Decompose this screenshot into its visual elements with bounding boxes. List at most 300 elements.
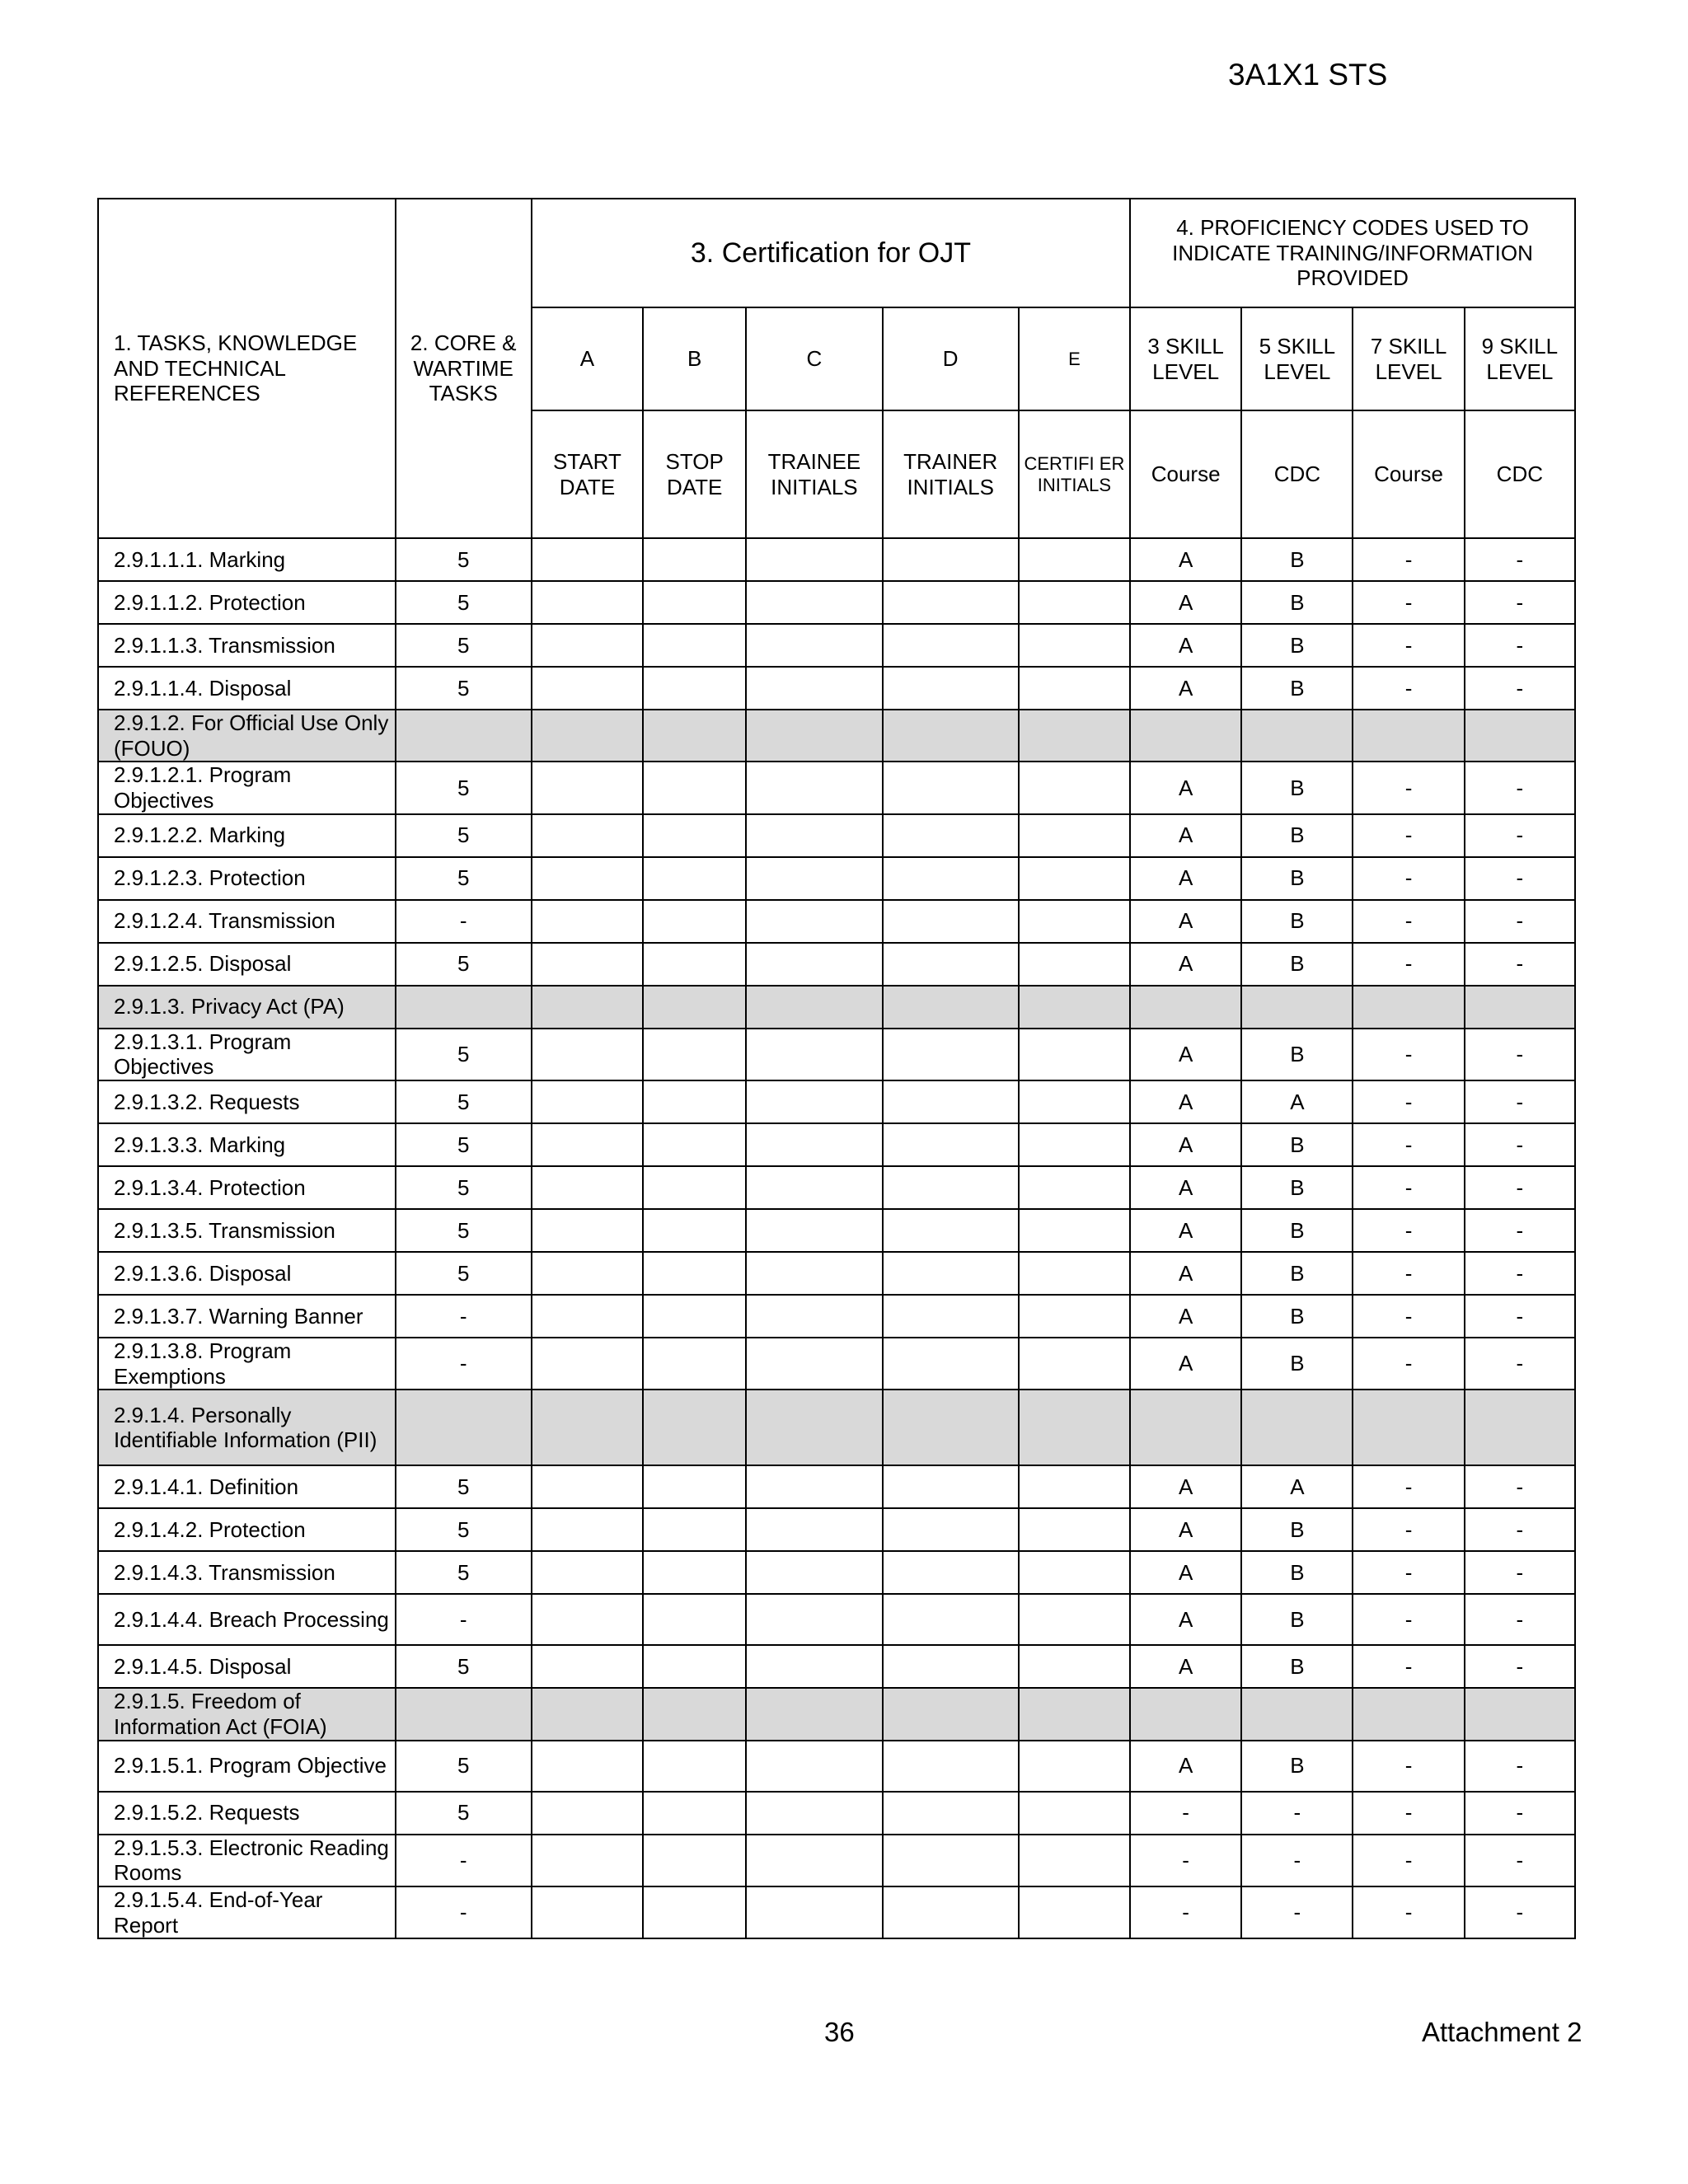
proficiency-cell: A bbox=[1130, 1508, 1241, 1551]
proficiency-cell bbox=[1130, 1390, 1241, 1465]
proficiency-cell: B bbox=[1241, 1741, 1353, 1792]
task-cell: 2.9.1.4.2. Protection bbox=[98, 1508, 396, 1551]
proficiency-cell: - bbox=[1465, 1465, 1575, 1508]
task-cell: 2.9.1.3.6. Disposal bbox=[98, 1252, 396, 1295]
proficiency-cell bbox=[1465, 986, 1575, 1029]
cert-cell bbox=[643, 1594, 746, 1645]
proficiency-cell: B bbox=[1241, 1508, 1353, 1551]
core-cell: 5 bbox=[396, 1792, 532, 1835]
cert-cell bbox=[532, 1551, 643, 1594]
proficiency-cell: - bbox=[1353, 581, 1464, 624]
task-cell: 2.9.1.5.4. End-of-Year Report bbox=[98, 1886, 396, 1938]
proficiency-cell: - bbox=[1130, 1835, 1241, 1886]
skill-level-5: 5 SKILL LEVEL bbox=[1241, 307, 1353, 410]
cert-cell bbox=[746, 1551, 882, 1594]
cert-cell bbox=[532, 857, 643, 900]
table-row bbox=[98, 1551, 1575, 1594]
cert-cell bbox=[1019, 624, 1130, 667]
cert-cell bbox=[746, 1688, 882, 1740]
proficiency-cell bbox=[1130, 1688, 1241, 1740]
cert-cell bbox=[532, 1080, 643, 1123]
task-cell: 2.9.1.4.3. Transmission bbox=[98, 1551, 396, 1594]
cert-cell bbox=[883, 538, 1019, 581]
proficiency-cell: - bbox=[1353, 1338, 1464, 1390]
certification-header: 3. Certification for OJT bbox=[532, 199, 1130, 307]
cert-cell bbox=[532, 1465, 643, 1508]
proficiency-cell: - bbox=[1465, 1123, 1575, 1166]
proficiency-cell: B bbox=[1241, 1123, 1353, 1166]
proficiency-cell: B bbox=[1241, 1166, 1353, 1209]
proficiency-cell: - bbox=[1465, 1741, 1575, 1792]
proficiency-cell: - bbox=[1465, 1166, 1575, 1209]
table-row bbox=[98, 1886, 1575, 1938]
cert-cell bbox=[643, 986, 746, 1029]
proficiency-cell: B bbox=[1241, 1295, 1353, 1338]
core-cell: 5 bbox=[396, 1029, 532, 1080]
sts-table bbox=[97, 198, 1576, 1939]
cert-letter-c: C bbox=[746, 307, 882, 410]
prof-9-cdc: CDC bbox=[1465, 410, 1575, 538]
core-cell: 5 bbox=[396, 1252, 532, 1295]
proficiency-cell: - bbox=[1353, 538, 1464, 581]
cert-cell bbox=[746, 1295, 882, 1338]
proficiency-cell: - bbox=[1353, 943, 1464, 986]
proficiency-cell: - bbox=[1465, 900, 1575, 943]
core-cell bbox=[396, 1390, 532, 1465]
task-cell: 2.9.1.3.2. Requests bbox=[98, 1080, 396, 1123]
cert-cell bbox=[746, 857, 882, 900]
cert-start-date: START DATE bbox=[532, 410, 643, 538]
cert-cell bbox=[1019, 538, 1130, 581]
cert-cell bbox=[643, 1792, 746, 1835]
proficiency-header: 4. PROFICIENCY CODES USED TO INDICATE TRAINING/INFORMATION PROVIDED bbox=[1130, 199, 1575, 307]
proficiency-cell: - bbox=[1353, 1645, 1464, 1688]
proficiency-cell: A bbox=[1130, 1741, 1241, 1792]
cert-cell bbox=[532, 1688, 643, 1740]
proficiency-cell: B bbox=[1241, 667, 1353, 710]
proficiency-cell: B bbox=[1241, 1338, 1353, 1390]
proficiency-cell: B bbox=[1241, 857, 1353, 900]
table-row bbox=[98, 667, 1575, 710]
cert-cell bbox=[643, 624, 746, 667]
proficiency-cell: A bbox=[1130, 1295, 1241, 1338]
cert-cell bbox=[643, 1338, 746, 1390]
core-cell: - bbox=[396, 900, 532, 943]
proficiency-cell: - bbox=[1465, 1645, 1575, 1688]
cert-letter-e: E bbox=[1019, 307, 1130, 410]
proficiency-cell: A bbox=[1130, 857, 1241, 900]
proficiency-cell: B bbox=[1241, 943, 1353, 986]
cert-cell bbox=[532, 1390, 643, 1465]
proficiency-cell: - bbox=[1353, 1252, 1464, 1295]
cert-cell bbox=[532, 710, 643, 762]
cert-cell bbox=[1019, 1338, 1130, 1390]
proficiency-cell: - bbox=[1465, 1295, 1575, 1338]
prof-3-course: Course bbox=[1130, 410, 1241, 538]
cert-cell bbox=[532, 1886, 643, 1938]
cert-cell bbox=[883, 1551, 1019, 1594]
cert-cell bbox=[532, 667, 643, 710]
cert-cell bbox=[746, 1465, 882, 1508]
skill-level-7: 7 SKILL LEVEL bbox=[1353, 307, 1464, 410]
cert-cell bbox=[1019, 581, 1130, 624]
proficiency-cell: - bbox=[1353, 1029, 1464, 1080]
task-cell: 2.9.1.2.1. Program Objectives bbox=[98, 762, 396, 813]
proficiency-cell bbox=[1130, 710, 1241, 762]
cert-cell bbox=[532, 538, 643, 581]
cert-cell bbox=[1019, 900, 1130, 943]
cert-cell bbox=[643, 1390, 746, 1465]
table-row bbox=[98, 1295, 1575, 1338]
proficiency-cell: B bbox=[1241, 581, 1353, 624]
cert-cell bbox=[746, 1390, 882, 1465]
cert-cell bbox=[883, 1594, 1019, 1645]
core-cell: 5 bbox=[396, 1465, 532, 1508]
proficiency-cell: A bbox=[1241, 1080, 1353, 1123]
core-cell: - bbox=[396, 1835, 532, 1886]
cert-cell bbox=[532, 1123, 643, 1166]
cert-cell bbox=[883, 1792, 1019, 1835]
proficiency-cell: - bbox=[1353, 1551, 1464, 1594]
cert-cell bbox=[883, 1029, 1019, 1080]
task-cell: 2.9.1.5. Freedom of Information Act (FOIA) bbox=[98, 1688, 396, 1740]
task-cell: 2.9.1.3.1. Program Objectives bbox=[98, 1029, 396, 1080]
cert-cell bbox=[1019, 814, 1130, 857]
proficiency-cell: - bbox=[1465, 1209, 1575, 1252]
proficiency-cell: - bbox=[1353, 814, 1464, 857]
cert-certifier-initials: CERTIFI ER INITIALS bbox=[1019, 410, 1130, 538]
proficiency-cell bbox=[1241, 710, 1353, 762]
cert-cell bbox=[643, 1295, 746, 1338]
group-row bbox=[98, 710, 1575, 762]
page-number: 36 bbox=[824, 2017, 855, 2047]
proficiency-cell bbox=[1241, 1688, 1353, 1740]
proficiency-cell bbox=[1465, 1390, 1575, 1465]
task-cell: 2.9.1.3.7. Warning Banner bbox=[98, 1295, 396, 1338]
core-cell: 5 bbox=[396, 1645, 532, 1688]
table-row bbox=[98, 1594, 1575, 1645]
cert-cell bbox=[532, 1252, 643, 1295]
cert-cell bbox=[643, 1835, 746, 1886]
core-cell: 5 bbox=[396, 1166, 532, 1209]
cert-cell bbox=[746, 986, 882, 1029]
cert-cell bbox=[532, 624, 643, 667]
proficiency-cell bbox=[1241, 1390, 1353, 1465]
cert-cell bbox=[1019, 710, 1130, 762]
cert-cell bbox=[883, 1645, 1019, 1688]
cert-cell bbox=[532, 943, 643, 986]
proficiency-cell: A bbox=[1130, 1209, 1241, 1252]
cert-cell bbox=[883, 762, 1019, 813]
proficiency-cell: - bbox=[1353, 900, 1464, 943]
core-cell: 5 bbox=[396, 1551, 532, 1594]
cert-cell bbox=[643, 1741, 746, 1792]
proficiency-cell: - bbox=[1353, 1594, 1464, 1645]
proficiency-cell: A bbox=[1130, 1080, 1241, 1123]
cert-cell bbox=[643, 1029, 746, 1080]
proficiency-cell: - bbox=[1353, 1166, 1464, 1209]
cert-cell bbox=[1019, 1551, 1130, 1594]
table-row bbox=[98, 900, 1575, 943]
cert-cell bbox=[1019, 667, 1130, 710]
proficiency-cell: - bbox=[1353, 1123, 1464, 1166]
cert-cell bbox=[1019, 1508, 1130, 1551]
table-row bbox=[98, 762, 1575, 813]
cert-cell bbox=[746, 538, 882, 581]
task-cell: 2.9.1.1.4. Disposal bbox=[98, 667, 396, 710]
cert-cell bbox=[532, 1792, 643, 1835]
proficiency-cell: - bbox=[1353, 667, 1464, 710]
cert-cell bbox=[883, 1080, 1019, 1123]
proficiency-cell bbox=[1241, 986, 1353, 1029]
cert-cell bbox=[643, 1688, 746, 1740]
table-row bbox=[98, 1835, 1575, 1886]
proficiency-cell: A bbox=[1130, 1123, 1241, 1166]
cert-cell bbox=[746, 1741, 882, 1792]
document-id: 3A1X1 STS bbox=[1228, 58, 1388, 91]
proficiency-cell: - bbox=[1241, 1835, 1353, 1886]
proficiency-cell: A bbox=[1130, 762, 1241, 813]
cert-cell bbox=[643, 1551, 746, 1594]
cert-cell bbox=[1019, 1209, 1130, 1252]
cert-cell bbox=[883, 667, 1019, 710]
cert-cell bbox=[643, 814, 746, 857]
cert-cell bbox=[532, 1166, 643, 1209]
cert-cell bbox=[532, 1741, 643, 1792]
proficiency-cell: - bbox=[1465, 1252, 1575, 1295]
cert-cell bbox=[883, 943, 1019, 986]
cert-cell bbox=[746, 1166, 882, 1209]
proficiency-cell bbox=[1353, 1390, 1464, 1465]
task-cell: 2.9.1.4.5. Disposal bbox=[98, 1645, 396, 1688]
cert-cell bbox=[746, 710, 882, 762]
proficiency-cell: - bbox=[1353, 1295, 1464, 1338]
table-row bbox=[98, 1209, 1575, 1252]
prof-7-course: Course bbox=[1353, 410, 1464, 538]
header-row-1 bbox=[98, 199, 1575, 307]
core-cell: 5 bbox=[396, 1741, 532, 1792]
proficiency-cell: A bbox=[1130, 581, 1241, 624]
proficiency-cell: A bbox=[1241, 1465, 1353, 1508]
task-cell: 2.9.1.5.3. Electronic Reading Rooms bbox=[98, 1835, 396, 1886]
table-row bbox=[98, 1166, 1575, 1209]
proficiency-cell: B bbox=[1241, 1029, 1353, 1080]
cert-cell bbox=[532, 1209, 643, 1252]
cert-cell bbox=[746, 1594, 882, 1645]
proficiency-cell: - bbox=[1465, 538, 1575, 581]
proficiency-cell: B bbox=[1241, 814, 1353, 857]
core-cell: 5 bbox=[396, 814, 532, 857]
cert-cell bbox=[1019, 1166, 1130, 1209]
proficiency-cell: A bbox=[1130, 1465, 1241, 1508]
proficiency-cell: - bbox=[1241, 1886, 1353, 1938]
cert-cell bbox=[746, 943, 882, 986]
group-row bbox=[98, 1390, 1575, 1465]
task-cell: 2.9.1.3.8. Program Exemptions bbox=[98, 1338, 396, 1390]
proficiency-cell: - bbox=[1465, 1508, 1575, 1551]
proficiency-cell bbox=[1465, 1688, 1575, 1740]
proficiency-cell: - bbox=[1353, 762, 1464, 813]
core-cell: 5 bbox=[396, 624, 532, 667]
proficiency-cell: B bbox=[1241, 900, 1353, 943]
cert-stop-date: STOP DATE bbox=[643, 410, 746, 538]
cert-trainee-initials: TRAINEE INITIALS bbox=[746, 410, 882, 538]
cert-cell bbox=[532, 1594, 643, 1645]
task-cell: 2.9.1.3. Privacy Act (PA) bbox=[98, 986, 396, 1029]
cert-cell bbox=[883, 1886, 1019, 1938]
proficiency-cell: - bbox=[1465, 814, 1575, 857]
proficiency-cell: - bbox=[1465, 1338, 1575, 1390]
proficiency-cell: A bbox=[1130, 1594, 1241, 1645]
proficiency-cell: A bbox=[1130, 814, 1241, 857]
cert-cell bbox=[883, 1390, 1019, 1465]
cert-cell bbox=[643, 1886, 746, 1938]
cert-cell bbox=[532, 900, 643, 943]
cert-cell bbox=[883, 1688, 1019, 1740]
task-cell: 2.9.1.2.4. Transmission bbox=[98, 900, 396, 943]
task-cell: 2.9.1.4. Personally Identifiable Information (PII) bbox=[98, 1390, 396, 1465]
cert-cell bbox=[746, 1123, 882, 1166]
cert-cell bbox=[1019, 1295, 1130, 1338]
cert-cell bbox=[1019, 1688, 1130, 1740]
group-row bbox=[98, 986, 1575, 1029]
core-cell: - bbox=[396, 1886, 532, 1938]
proficiency-cell: A bbox=[1130, 1029, 1241, 1080]
cert-cell bbox=[746, 1792, 882, 1835]
cert-cell bbox=[532, 1835, 643, 1886]
task-cell: 2.9.1.4.4. Breach Processing bbox=[98, 1594, 396, 1645]
table-row bbox=[98, 1465, 1575, 1508]
cert-cell bbox=[643, 667, 746, 710]
proficiency-cell: - bbox=[1353, 1792, 1464, 1835]
table-row bbox=[98, 1645, 1575, 1688]
proficiency-cell: - bbox=[1465, 624, 1575, 667]
cert-cell bbox=[532, 986, 643, 1029]
cert-cell bbox=[883, 1252, 1019, 1295]
cert-cell bbox=[883, 624, 1019, 667]
cert-letter-a: A bbox=[532, 307, 643, 410]
cert-cell bbox=[1019, 1594, 1130, 1645]
proficiency-cell: - bbox=[1353, 857, 1464, 900]
table-row bbox=[98, 624, 1575, 667]
table-row bbox=[98, 1252, 1575, 1295]
proficiency-cell: - bbox=[1353, 1465, 1464, 1508]
proficiency-cell: B bbox=[1241, 1551, 1353, 1594]
proficiency-cell: - bbox=[1465, 581, 1575, 624]
task-cell: 2.9.1.1.3. Transmission bbox=[98, 624, 396, 667]
cert-cell bbox=[643, 1209, 746, 1252]
core-cell bbox=[396, 1688, 532, 1740]
proficiency-cell: - bbox=[1241, 1792, 1353, 1835]
cert-letter-b: B bbox=[643, 307, 746, 410]
cert-cell bbox=[643, 1080, 746, 1123]
cert-cell bbox=[883, 710, 1019, 762]
task-cell: 2.9.1.3.3. Marking bbox=[98, 1123, 396, 1166]
cert-cell bbox=[746, 1029, 882, 1080]
core-cell: 5 bbox=[396, 1123, 532, 1166]
proficiency-cell: A bbox=[1130, 1338, 1241, 1390]
core-cell: 5 bbox=[396, 1508, 532, 1551]
core-cell: 5 bbox=[396, 1209, 532, 1252]
proficiency-cell: - bbox=[1353, 1508, 1464, 1551]
proficiency-cell: - bbox=[1465, 762, 1575, 813]
group-row bbox=[98, 1688, 1575, 1740]
cert-cell bbox=[1019, 1645, 1130, 1688]
cert-cell bbox=[883, 1166, 1019, 1209]
cert-cell bbox=[883, 900, 1019, 943]
proficiency-cell: - bbox=[1353, 1741, 1464, 1792]
core-cell: 5 bbox=[396, 762, 532, 813]
proficiency-cell: - bbox=[1465, 1594, 1575, 1645]
proficiency-cell bbox=[1465, 710, 1575, 762]
col-tasks-header: 1. TASKS, KNOWLEDGE AND TECHNICAL REFERENCES bbox=[98, 199, 396, 538]
cert-cell bbox=[643, 1166, 746, 1209]
cert-cell bbox=[746, 667, 882, 710]
proficiency-cell: A bbox=[1130, 1551, 1241, 1594]
table-row bbox=[98, 538, 1575, 581]
cert-cell bbox=[883, 581, 1019, 624]
table-row bbox=[98, 943, 1575, 986]
task-cell: 2.9.1.5.2. Requests bbox=[98, 1792, 396, 1835]
proficiency-cell: B bbox=[1241, 1252, 1353, 1295]
cert-cell bbox=[643, 1465, 746, 1508]
cert-cell bbox=[532, 762, 643, 813]
cert-cell bbox=[883, 1209, 1019, 1252]
proficiency-cell: - bbox=[1130, 1886, 1241, 1938]
proficiency-cell: - bbox=[1465, 1835, 1575, 1886]
table-row bbox=[98, 1123, 1575, 1166]
skill-level-9: 9 SKILL LEVEL bbox=[1465, 307, 1575, 410]
core-cell: 5 bbox=[396, 943, 532, 986]
cert-cell bbox=[746, 581, 882, 624]
table-row bbox=[98, 814, 1575, 857]
cert-cell bbox=[532, 1338, 643, 1390]
cert-cell bbox=[1019, 762, 1130, 813]
cert-cell bbox=[643, 538, 746, 581]
cert-cell bbox=[883, 1465, 1019, 1508]
proficiency-cell: B bbox=[1241, 624, 1353, 667]
skill-level-3: 3 SKILL LEVEL bbox=[1130, 307, 1241, 410]
col-core-header: 2. CORE & WARTIME TASKS bbox=[396, 199, 532, 538]
proficiency-cell: - bbox=[1465, 1886, 1575, 1938]
task-cell: 2.9.1.3.4. Protection bbox=[98, 1166, 396, 1209]
cert-cell bbox=[746, 1338, 882, 1390]
proficiency-cell: - bbox=[1465, 943, 1575, 986]
proficiency-cell: - bbox=[1465, 667, 1575, 710]
table-row bbox=[98, 857, 1575, 900]
cert-cell bbox=[1019, 1741, 1130, 1792]
task-cell: 2.9.1.5.1. Program Objective bbox=[98, 1741, 396, 1792]
cert-cell bbox=[532, 1508, 643, 1551]
proficiency-cell: - bbox=[1130, 1792, 1241, 1835]
cert-cell bbox=[746, 814, 882, 857]
proficiency-cell: - bbox=[1465, 857, 1575, 900]
cert-cell bbox=[1019, 986, 1130, 1029]
proficiency-cell: A bbox=[1130, 624, 1241, 667]
core-cell: - bbox=[396, 1295, 532, 1338]
cert-cell bbox=[532, 1645, 643, 1688]
cert-cell bbox=[1019, 1792, 1130, 1835]
proficiency-cell: A bbox=[1130, 1252, 1241, 1295]
cert-cell bbox=[1019, 1390, 1130, 1465]
cert-cell bbox=[746, 1508, 882, 1551]
cert-cell bbox=[643, 581, 746, 624]
proficiency-cell: B bbox=[1241, 1594, 1353, 1645]
task-cell: 2.9.1.2. For Official Use Only (FOUO) bbox=[98, 710, 396, 762]
cert-cell bbox=[746, 900, 882, 943]
cert-cell bbox=[532, 581, 643, 624]
cert-cell bbox=[883, 1295, 1019, 1338]
